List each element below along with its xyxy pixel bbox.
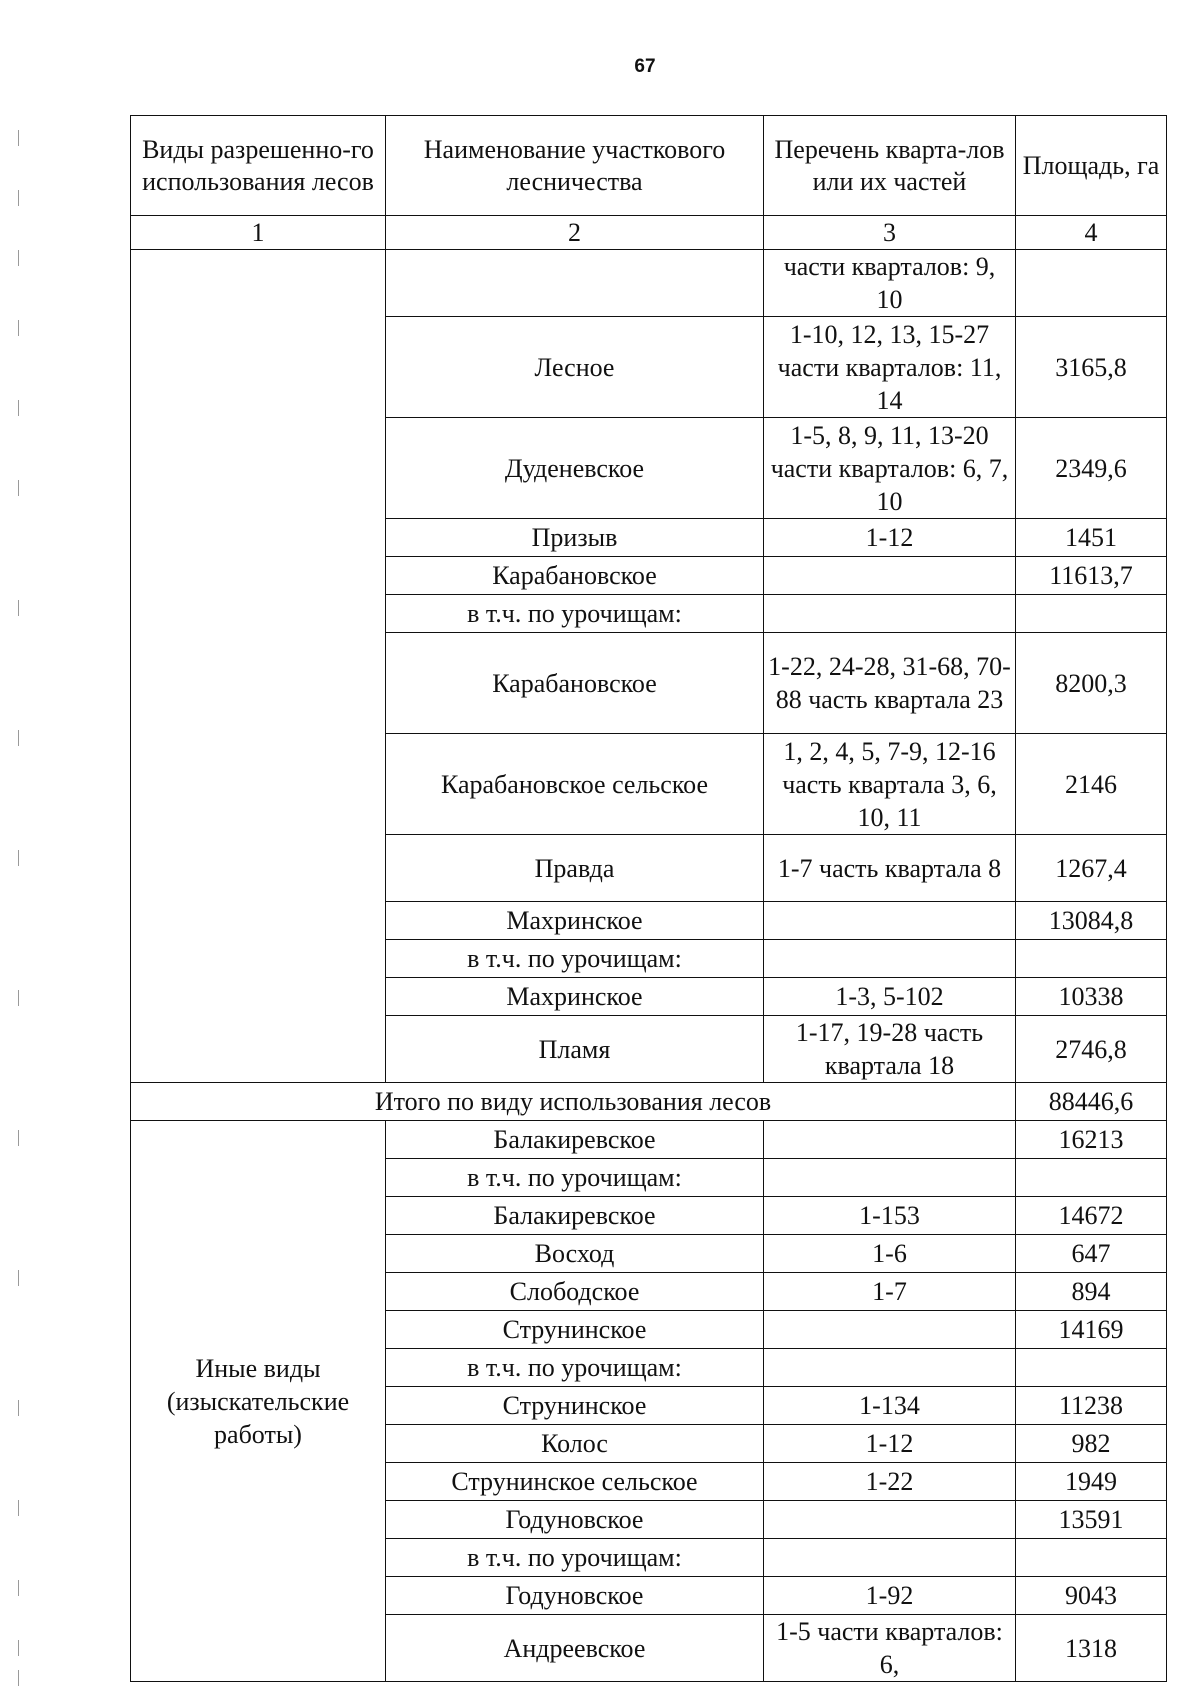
- quarters-cell: 1-134: [764, 1387, 1016, 1425]
- area-cell: 1318: [1016, 1615, 1167, 1682]
- forestry-name-cell: в т.ч. по урочищам:: [386, 940, 764, 978]
- area-cell: 894: [1016, 1273, 1167, 1311]
- forestry-name-cell: Лесное: [386, 317, 764, 418]
- forest-use-table: [130, 115, 1167, 1682]
- area-cell: 982: [1016, 1425, 1167, 1463]
- quarters-cell: 1-92: [764, 1577, 1016, 1615]
- forestry-name-cell: Слободское: [386, 1273, 764, 1311]
- area-cell: 2746,8: [1016, 1016, 1167, 1083]
- quarters-cell: [764, 1349, 1016, 1387]
- area-cell: 13084,8: [1016, 902, 1167, 940]
- forestry-name-cell: Струнинское сельское: [386, 1463, 764, 1501]
- forestry-name-cell: Восход: [386, 1235, 764, 1273]
- area-cell: 8200,3: [1016, 633, 1167, 734]
- forestry-name-cell: Дуденевское: [386, 418, 764, 519]
- area-cell: [1016, 940, 1167, 978]
- page-number: 67: [634, 56, 656, 77]
- forestry-name-cell: в т.ч. по урочищам:: [386, 1159, 764, 1197]
- quarters-cell: [764, 1121, 1016, 1159]
- area-cell: 10338: [1016, 978, 1167, 1016]
- table-header-row: [131, 116, 1167, 216]
- forestry-name-cell: в т.ч. по урочищам:: [386, 1349, 764, 1387]
- header-use-type: Виды разрешенно-го использования лесов: [131, 116, 386, 216]
- header-forestry-name: Наименование участкового лесничества: [386, 116, 764, 216]
- total-label: Итого по виду использования лесов: [131, 1083, 1016, 1121]
- quarters-cell: [764, 1311, 1016, 1349]
- area-cell: [1016, 250, 1167, 317]
- area-cell: [1016, 1539, 1167, 1577]
- forestry-name-cell: [386, 250, 764, 317]
- area-cell: 1949: [1016, 1463, 1167, 1501]
- use-type-cell: Иные виды (изыскательские работы): [131, 1121, 386, 1682]
- area-cell: 1267,4: [1016, 835, 1167, 902]
- forestry-name-cell: Андреевское: [386, 1615, 764, 1682]
- forestry-name-cell: Струнинское: [386, 1311, 764, 1349]
- quarters-cell: 1-153: [764, 1197, 1016, 1235]
- forestry-name-cell: Махринское: [386, 902, 764, 940]
- forestry-name-cell: Призыв: [386, 519, 764, 557]
- quarters-cell: 1-5 части кварталов: 6,: [764, 1615, 1016, 1682]
- area-cell: 14672: [1016, 1197, 1167, 1235]
- quarters-cell: 1-7: [764, 1273, 1016, 1311]
- quarters-cell: 1-3, 5-102: [764, 978, 1016, 1016]
- area-cell: 9043: [1016, 1577, 1167, 1615]
- forestry-name-cell: Годуновское: [386, 1501, 764, 1539]
- forestry-name-cell: Правда: [386, 835, 764, 902]
- table-row: [131, 250, 1167, 317]
- forestry-name-cell: Карабановское: [386, 633, 764, 734]
- column-number: 1: [131, 216, 386, 250]
- forestry-name-cell: в т.ч. по урочищам:: [386, 1539, 764, 1577]
- quarters-cell: [764, 595, 1016, 633]
- total-area: 88446,6: [1016, 1083, 1167, 1121]
- quarters-cell: части кварталов: 9, 10: [764, 250, 1016, 317]
- column-number: 4: [1016, 216, 1167, 250]
- forestry-name-cell: Колос: [386, 1425, 764, 1463]
- forestry-name-cell: Карабановское: [386, 557, 764, 595]
- quarters-cell: 1-17, 19-28 часть квартала 18: [764, 1016, 1016, 1083]
- forestry-name-cell: Годуновское: [386, 1577, 764, 1615]
- area-cell: 2146: [1016, 734, 1167, 835]
- header-quarters-list: Перечень кварта-лов или их частей: [764, 116, 1016, 216]
- quarters-cell: 1-12: [764, 519, 1016, 557]
- quarters-cell: [764, 940, 1016, 978]
- area-cell: 16213: [1016, 1121, 1167, 1159]
- table-row: [131, 1121, 1167, 1159]
- column-number: 2: [386, 216, 764, 250]
- area-cell: 2349,6: [1016, 418, 1167, 519]
- area-cell: 647: [1016, 1235, 1167, 1273]
- area-cell: [1016, 595, 1167, 633]
- area-cell: 3165,8: [1016, 317, 1167, 418]
- quarters-cell: [764, 1501, 1016, 1539]
- forestry-name-cell: Махринское: [386, 978, 764, 1016]
- forestry-name-cell: Балакиревское: [386, 1121, 764, 1159]
- quarters-cell: 1-7 часть квартала 8: [764, 835, 1016, 902]
- quarters-cell: [764, 1159, 1016, 1197]
- area-cell: 13591: [1016, 1501, 1167, 1539]
- column-number-row: [131, 216, 1167, 250]
- area-cell: 14169: [1016, 1311, 1167, 1349]
- column-number: 3: [764, 216, 1016, 250]
- forestry-name-cell: Балакиревское: [386, 1197, 764, 1235]
- quarters-cell: 1, 2, 4, 5, 7-9, 12-16 часть квартала 3, 6, 10, 11: [764, 734, 1016, 835]
- area-cell: [1016, 1349, 1167, 1387]
- area-cell: 11613,7: [1016, 557, 1167, 595]
- quarters-cell: 1-5, 8, 9, 11, 13-20 части кварталов: 6, 7, 10: [764, 418, 1016, 519]
- quarters-cell: [764, 902, 1016, 940]
- quarters-cell: 1-22, 24-28, 31-68, 70-88 часть квартала 23: [764, 633, 1016, 734]
- use-type-cell-continued: [131, 250, 386, 1083]
- quarters-cell: 1-6: [764, 1235, 1016, 1273]
- forestry-name-cell: Карабановское сельское: [386, 734, 764, 835]
- area-cell: [1016, 1159, 1167, 1197]
- total-row: [131, 1083, 1167, 1121]
- quarters-cell: 1-12: [764, 1425, 1016, 1463]
- header-area: Площадь, га: [1016, 116, 1167, 216]
- quarters-cell: [764, 1539, 1016, 1577]
- quarters-cell: [764, 557, 1016, 595]
- area-cell: 1451: [1016, 519, 1167, 557]
- quarters-cell: 1-22: [764, 1463, 1016, 1501]
- forestry-name-cell: Струнинское: [386, 1387, 764, 1425]
- forestry-name-cell: в т.ч. по урочищам:: [386, 595, 764, 633]
- forestry-name-cell: Пламя: [386, 1016, 764, 1083]
- scan-margin-marks: [18, 130, 21, 1690]
- quarters-cell: 1-10, 12, 13, 15-27 части кварталов: 11, 14: [764, 317, 1016, 418]
- area-cell: 11238: [1016, 1387, 1167, 1425]
